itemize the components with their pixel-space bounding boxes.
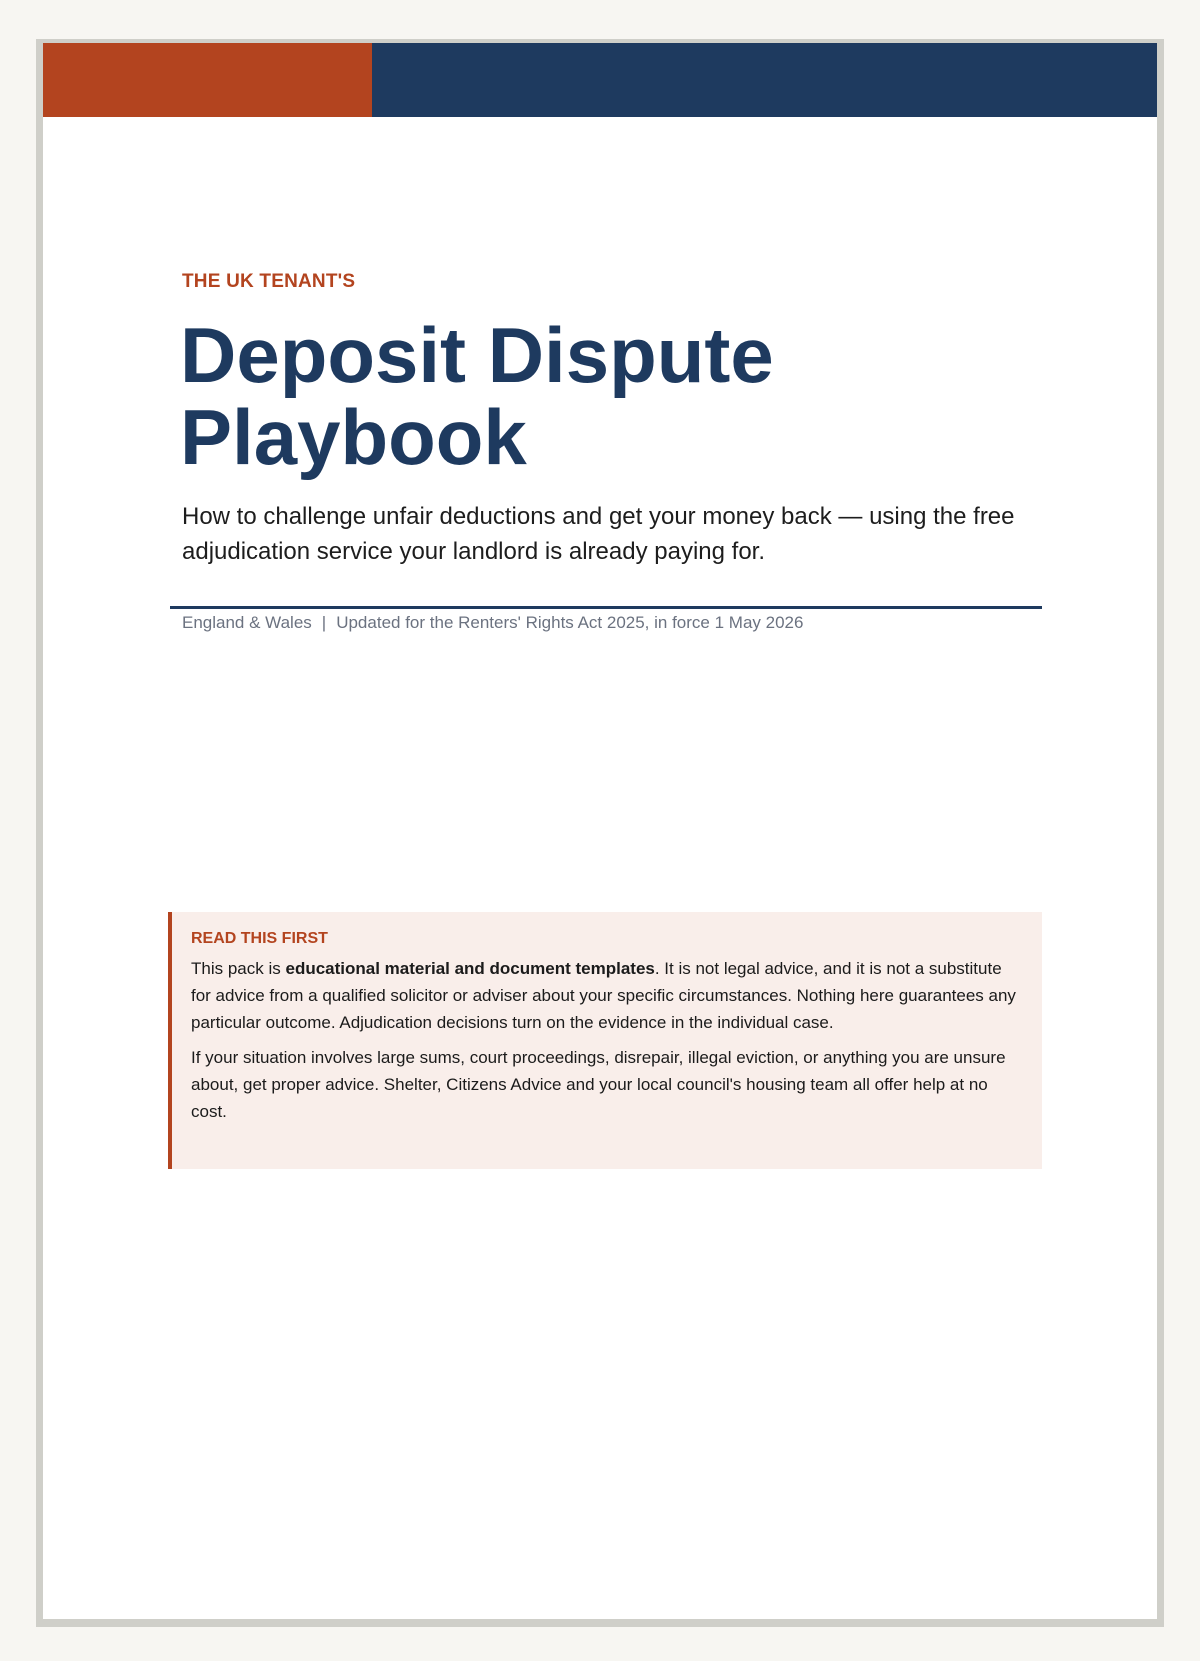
- meta-separator: |: [321, 613, 327, 632]
- read-first-notice: [168, 912, 1042, 1169]
- cover-title: Deposit Dispute Playbook: [180, 311, 774, 481]
- notice-heading: READ THIS FIRST: [191, 930, 328, 947]
- notice-p1-prefix: This pack is: [191, 959, 286, 978]
- cover-kicker: THE UK TENANT'S: [182, 271, 356, 292]
- title-divider: [170, 606, 1042, 609]
- notice-accent-bar: [168, 912, 172, 1169]
- cover-page: [43, 43, 1157, 1619]
- navy-band: [372, 43, 1157, 117]
- meta-region: England & Wales: [182, 613, 312, 632]
- cover-meta: [182, 610, 803, 636]
- notice-paragraph-1: [191, 955, 1022, 1036]
- notice-p1-rest: . It is not legal advice, and it is not a substitute for advice from a qualified solicitor or adviser about your specific circumstances. Nothing here guarantees any particular outcome. Adjudication decisions turn on the evidence in the individual case.: [191, 959, 1016, 1032]
- accent-band: [43, 43, 372, 117]
- cover-subtitle: How to challenge unfair deductions and get your money back — using the free adjudication service your landlord is already paying for.: [182, 503, 1015, 565]
- notice-p1-bold: educational material and document templates: [285, 959, 655, 978]
- notice-paragraph-2: If your situation involves large sums, court proceedings, disrepair, illegal eviction, or anything you are unsure about, get proper advice. Shelter, Citizens Advice and your local council's housing team all offer help at no cost.: [191, 1048, 1006, 1121]
- meta-update: Updated for the Renters' Rights Act 2025, in force 1 May 2026: [336, 613, 804, 632]
